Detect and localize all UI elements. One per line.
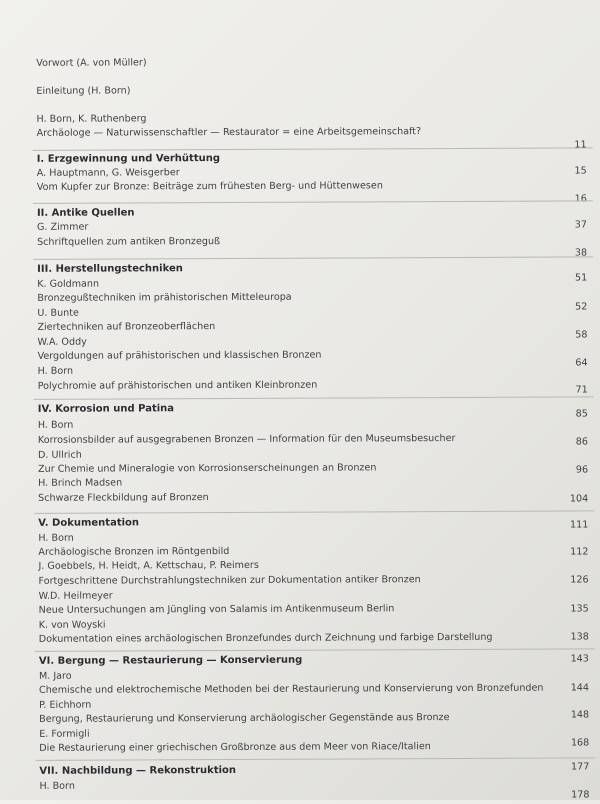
entry-authors: G. Zimmer xyxy=(36,221,89,233)
page-number: 135 xyxy=(570,603,589,615)
page-number: 111 xyxy=(569,519,589,531)
entry-authors: P. Eichhorn xyxy=(39,699,92,711)
page-number: 168 xyxy=(570,737,590,749)
entry-authors: H. Born xyxy=(39,780,75,792)
entry-authors: J. Goebbels, H. Heidt, A. Kettschau, P. Reimers xyxy=(38,559,259,572)
section-divider xyxy=(35,757,595,760)
entry-authors: H. Born xyxy=(38,532,74,544)
section-heading: V. Dokumentation xyxy=(38,517,140,529)
section-divider xyxy=(33,147,593,150)
entry-title: Bronzegußtechniken im prähistorischen Mitteleuropa xyxy=(37,291,292,304)
page-number: 86 xyxy=(575,436,588,448)
entry-title: Archäologe — Naturwissenschaftler — Restaurator = eine Arbeitsgemeinschaft? xyxy=(36,126,422,139)
page-number: 16 xyxy=(574,193,587,205)
page-number: 178 xyxy=(571,789,590,801)
entry-authors: H. Born, K. Ruthenberg xyxy=(36,113,147,125)
page-number: 126 xyxy=(570,574,589,586)
page-number: 37 xyxy=(574,219,588,231)
entry-authors: H. Born xyxy=(37,365,74,377)
entry-title: Vergoldungen auf prähistorischen und klassischen Bronzen xyxy=(37,349,322,362)
entry-title: Chemische und elektrochemische Methoden bei der Restaurierung und Konservierung von Bronzefunden xyxy=(38,682,544,696)
entry-authors: E. Formigli xyxy=(39,728,90,740)
section-heading: II. Antike Quellen xyxy=(36,207,135,219)
section-divider xyxy=(33,200,593,203)
page-number: 96 xyxy=(575,464,589,476)
page-number: 15 xyxy=(574,165,587,177)
entry-authors: A. Hauptmann, G. Weisgerber xyxy=(36,167,180,179)
vorwort-entry: Vorwort (A. von Müller) xyxy=(36,57,147,69)
entry-title: Dokumentation eines archäologischen Bronzefundes durch Zeichnung und farbige Darstellung xyxy=(38,631,493,645)
entry-title: Schwarze Fleckbildung auf Bronzen xyxy=(38,492,209,504)
entry-title: Fortgeschrittene Durchstrahlungstechniken zur Dokumentation antiker Bronzen xyxy=(38,574,421,587)
page-number: 52 xyxy=(575,301,588,313)
page-number: 104 xyxy=(569,493,589,505)
page-number: 112 xyxy=(570,546,589,558)
entry-title: Polychromie auf prähistorischen und antiken Kleinbronzen xyxy=(37,379,318,392)
entry-title: Korrosionsbilder auf ausgegrabenen Bronzen — Information für den Museumsbesucher xyxy=(37,433,456,446)
page-number: 64 xyxy=(575,357,588,369)
entry-authors: U. Bunte xyxy=(37,307,79,319)
entry-title: Vom Kupfer zur Bronze: Beiträge zum frühesten Berg- und Hüttenwesen xyxy=(36,180,383,193)
section-heading: III. Herstellungstechniken xyxy=(37,263,183,275)
section-heading: IV. Korrosion und Patina xyxy=(37,403,175,415)
entry-title: Archäologische Bronzen im Röntgenbild xyxy=(38,546,230,558)
entry-authors: W.A. Oddy xyxy=(37,336,87,348)
page-number: 143 xyxy=(570,653,589,665)
page-number: 144 xyxy=(570,682,590,694)
entry-authors: W.D. Heilmeyer xyxy=(38,590,113,602)
entry-title: Neue Untersuchungen am Jüngling von Salamis im Antikenmuseum Berlin xyxy=(38,603,395,616)
entry-authors: M. Jaro xyxy=(38,670,72,682)
section-divider xyxy=(34,510,594,513)
entry-authors: K. von Woyski xyxy=(38,619,106,631)
page-number: 148 xyxy=(570,709,590,721)
page-number: 11 xyxy=(574,139,587,151)
section-heading: VII. Nachbildung — Rekonstruktion xyxy=(39,764,237,777)
entry-authors: H. Born xyxy=(37,419,74,431)
section-heading: VI. Bergung — Restaurierung — Konservierung xyxy=(38,654,303,667)
section-divider xyxy=(34,396,594,399)
section-divider xyxy=(35,648,595,651)
entry-authors: D. Ullrich xyxy=(37,449,82,461)
page-number: 138 xyxy=(570,631,589,643)
entry-title: Schriftquellen zum antiken Bronzeguß xyxy=(37,236,221,248)
page-number: 71 xyxy=(575,384,588,396)
section-heading: I. Erzgewinnung und Verhüttung xyxy=(36,153,221,165)
entry-title: Ziertechniken auf Bronzeoberflächen xyxy=(37,321,216,333)
entry-title: Die Restaurierung einer griechischen Großbronze aus dem Meer von Riace/Italien xyxy=(39,741,431,754)
section-divider xyxy=(33,256,593,259)
page-number: 85 xyxy=(575,408,588,420)
einleitung-entry: Einleitung (H. Born) xyxy=(36,85,131,97)
page-number: 38 xyxy=(574,247,588,259)
entry-authors: H. Brinch Madsen xyxy=(38,477,123,489)
page-number: 177 xyxy=(571,761,590,773)
page-number: 51 xyxy=(574,272,588,284)
entry-title: Bergung, Restaurierung und Konservierung archäologischer Gegenstände aus Bronze xyxy=(39,712,450,725)
entry-authors: K. Goldmann xyxy=(37,278,100,290)
entry-title: Zur Chemie und Mineralogie von Korrosionserscheinungen an Bronzen xyxy=(38,462,377,475)
page-number: 58 xyxy=(575,329,588,341)
